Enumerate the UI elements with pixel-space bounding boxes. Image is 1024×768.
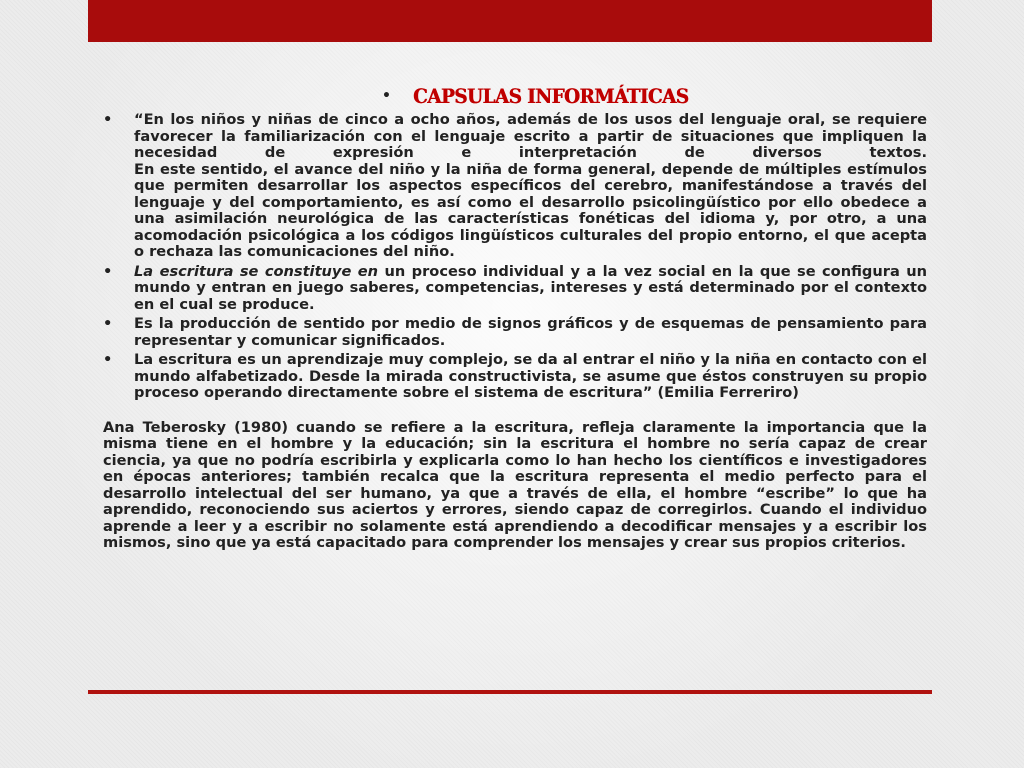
bottom-rule (88, 690, 932, 694)
bullet-marker: • (103, 262, 113, 280)
bullet-italic-lead: La escritura se constituye en (134, 262, 379, 280)
bullet-list (103, 112, 927, 402)
bullet-marker: • (103, 111, 113, 128)
bullet-text: La escritura es un aprendizaje muy complejo, se da al entrar el niño y la niña en contacto con el mundo alfabetizado. Desde la mirada constructivista, se asume que éstos construyen su propio proceso operando directamente sobre el sistema de escritura” (Emilia Ferreriro) (134, 351, 927, 401)
slide-title: CAPSULAS INFORMÁTICAS (413, 83, 689, 108)
title-row (382, 82, 927, 110)
bullet-text: un proceso individual y a la vez social en la que se configura un mundo y entran en juego saberes, competencias, intereses y está determinado por el contexto en el cual se produce. (134, 262, 927, 313)
bullet-text: Es la producción de sentido por medio de signos gráficos y de esquemas de pensamiento para representar y comunicar significados. (134, 315, 927, 349)
slide-content (103, 82, 927, 552)
bullet-item (103, 352, 927, 402)
title-bullet: • (382, 87, 391, 104)
bullet-item (103, 264, 927, 314)
bullet-marker: • (103, 315, 113, 332)
bullet-text-continuation: En este sentido, el avance del niño y la niña de forma general, depende de múltiples estímulos que permiten desarrollar los aspectos específicos del cerebro, manifestándose a través del lenguaje y del comportamiento, es así como el desarrollo psicolingüístico por ello obedece a una asimilación neurológica de las características fonéticas del idioma y, por otro, a una acomodación psicológica a los códigos lingüísticos culturales del propio entorno, el que acepta o rechaza las comunicaciones del niño. (134, 160, 927, 260)
bullet-item (103, 316, 927, 349)
bullet-marker: • (103, 351, 113, 368)
top-banner (88, 0, 932, 42)
bullet-item (103, 112, 927, 261)
bullet-text-quote-start: “En los niños y niñas de cinco a ocho años, además de los usos del lenguaje oral, se requiere favorecer la familiarización con el lenguaje escrito a partir de situaciones que impliquen la necesidad de expresión e interpretación de diversos textos. (134, 111, 927, 161)
body-paragraph: Ana Teberosky (1980) cuando se refiere a la escritura, refleja claramente la importancia que la misma tiene en el hombre y la educación; sin la escritura el hombre no sería capaz de crear ciencia, ya que no podría escribirla y explicarla como lo han hecho los científicos e investigadores en épocas anteriores; también recalca que la escritura representa el medio perfecto para el desarrollo intelectual del ser humano, ya que a través de ella, el hombre “escribe” lo que ha aprendido, reconociendo sus aciertos y errores, siendo capaz de corregirlos. Cuando el individuo aprende a leer y a escribir no solamente está aprendiendo a decodificar mensajes y a escribir los mismos, sino que ya está capacitado para comprender los mensajes y crear sus propios criterios. (103, 418, 927, 551)
